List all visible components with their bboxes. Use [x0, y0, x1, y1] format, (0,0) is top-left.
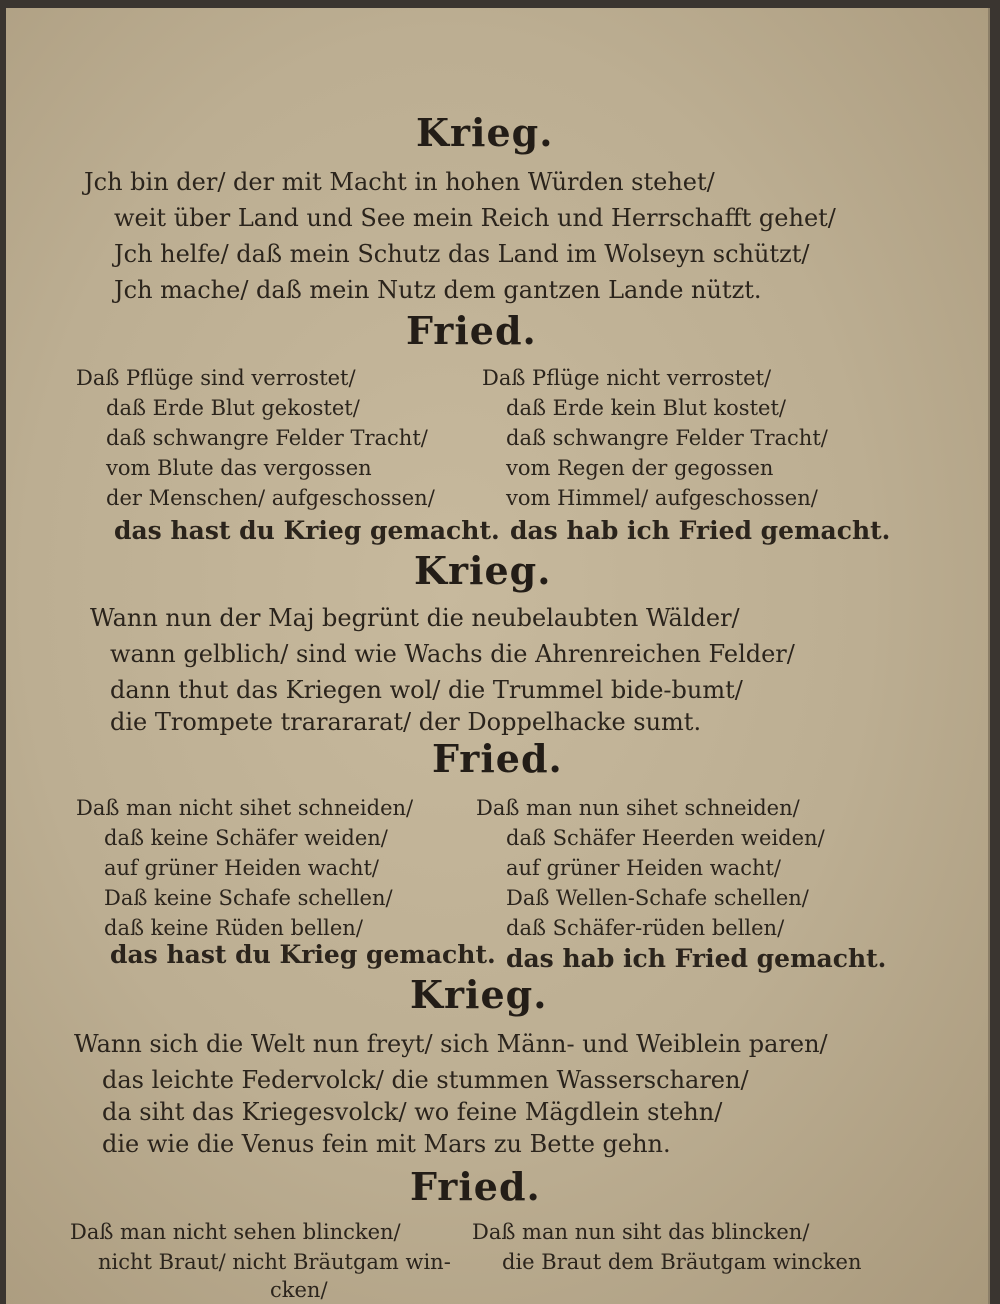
verse-line-left: cken/ [270, 1278, 328, 1302]
verse-line-right: auf grüner Heiden wacht/ [506, 856, 781, 880]
book-page [6, 8, 990, 1304]
verse-line-left: daß schwangre Felder Tracht/ [106, 426, 428, 450]
verse-line: das leichte Federvolck/ die stummen Wasserscharen/ [102, 1066, 749, 1094]
verse-line-left: nicht Braut/ nicht Bräutgam win- [98, 1250, 451, 1274]
verse-line-left: daß keine Schäfer weiden/ [104, 826, 388, 850]
verse-line: Wann nun der Maj begrünt die neubelaubten Wälder/ [90, 604, 740, 632]
verse-line: die wie die Venus fein mit Mars zu Bette gehn. [102, 1130, 671, 1158]
verse-line: wann gelblich/ sind wie Wachs die Ahrenreichen Felder/ [110, 640, 795, 668]
verse-line-right: daß Schäfer-rüden bellen/ [506, 916, 785, 940]
verse-line: die Trompete trarararat/ der Doppelhacke sumt. [110, 708, 702, 736]
verse-line-left: das hast du Krieg gemacht. [114, 516, 500, 545]
verse-line-right: vom Regen der gegossen [506, 456, 774, 480]
verse-line: Wann sich die Welt nun freyt/ sich Männ- und Weiblein paren/ [74, 1030, 828, 1058]
verse-line-right: daß Schäfer Heerden weiden/ [506, 826, 825, 850]
verse-line-right: das hab ich Fried gemacht. [506, 944, 887, 973]
verse-line: weit über Land und See mein Reich und Herrschafft gehet/ [114, 204, 836, 232]
verse-line-left: auf grüner Heiden wacht/ [104, 856, 379, 880]
verse-line-left: Daß keine Schafe schellen/ [104, 886, 393, 910]
verse-line-left: der Menschen/ aufgeschossen/ [106, 486, 435, 510]
verse-line-left: daß Erde Blut gekostet/ [106, 396, 360, 420]
section-heading-fried: Fried. [406, 308, 537, 353]
verse-line-left: Daß man nicht sihet schneiden/ [76, 796, 414, 820]
verse-line-right: das hab ich Fried gemacht. [510, 516, 891, 545]
verse-line: dann thut das Kriegen wol/ die Trummel bide-bumt/ [110, 676, 743, 704]
verse-line-right: die Braut dem Bräutgam wincken [502, 1250, 862, 1274]
verse-line-right: Daß man nun sihet schneiden/ [476, 796, 800, 820]
section-heading-krieg: Krieg. [410, 972, 548, 1017]
verse-line-right: Daß man nun siht das blincken/ [472, 1220, 810, 1244]
verse-line-left: daß keine Rüden bellen/ [104, 916, 363, 940]
verse-line-right: Daß Pflüge nicht verrostet/ [482, 366, 772, 390]
verse-line: da siht das Kriegesvolck/ wo feine Mägdlein stehn/ [102, 1098, 723, 1126]
section-heading-krieg: Krieg. [414, 548, 552, 593]
verse-line: Jch mache/ daß mein Nutz dem gantzen Lande nützt. [114, 276, 762, 304]
verse-line-right: daß Erde kein Blut kostet/ [506, 396, 786, 420]
section-heading-fried: Fried. [432, 736, 563, 781]
section-heading-krieg: Krieg. [416, 110, 554, 155]
verse-line-right: Daß Wellen-Schafe schellen/ [506, 886, 809, 910]
verse-line: Jch bin der/ der mit Macht in hohen Würden stehet/ [84, 168, 715, 196]
verse-line-left: das hast du Krieg gemacht. [110, 940, 496, 969]
verse-line: Jch helfe/ daß mein Schutz das Land im Wolseyn schützt/ [114, 240, 810, 268]
verse-line-left: Daß man nicht sehen blincken/ [70, 1220, 401, 1244]
section-heading-fried: Fried. [410, 1164, 541, 1209]
verse-line-right: daß schwangre Felder Tracht/ [506, 426, 828, 450]
verse-line-left: vom Blute das vergossen [106, 456, 372, 480]
verse-line-left: Daß Pflüge sind verrostet/ [76, 366, 356, 390]
verse-line-right: vom Himmel/ aufgeschossen/ [506, 486, 818, 510]
